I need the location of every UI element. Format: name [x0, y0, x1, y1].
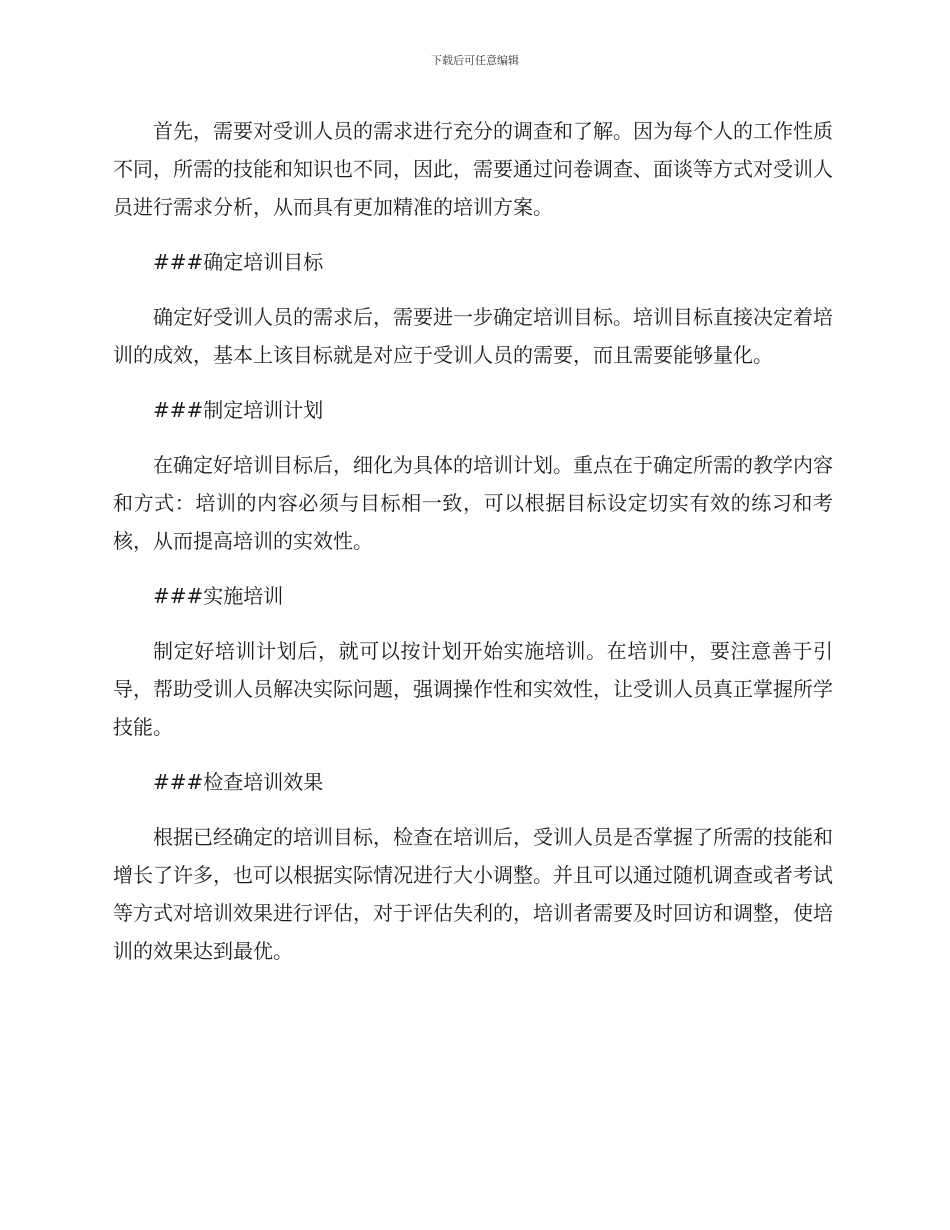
- heading-implement: ###实施培训: [153, 584, 284, 608]
- plan-paragraph: 在确定好培训目标后，细化为具体的培训计划。重点在于确定所需的教学内容和方式：培训的内容必须与目标相一致，可以根据目标设定切实有效的练习和考核，从而提高培训的实效性。: [113, 453, 833, 553]
- document-body: [113, 112, 833, 987]
- heading-make-plan: ###制定培训计划: [153, 398, 324, 422]
- heading-set-goals: ###确定培训目标: [153, 250, 324, 274]
- intro-paragraph: 首先，需要对受训人员的需求进行充分的调查和了解。因为每个人的工作性质不同，所需的技能和知识也不同，因此，需要通过问卷调查、面谈等方式对受训人员进行需求分析，从而具有更加精准的培训方案。: [113, 119, 833, 219]
- goals-paragraph: 确定好受训人员的需求后，需要进一步确定培训目标。培训目标直接决定着培训的成效，基本上该目标就是对应于受训人员的需要，而且需要能够量化。: [113, 305, 833, 367]
- implement-paragraph: 制定好培训计划后，就可以按计划开始实施培训。在培训中，要注意善于引导，帮助受训人员解决实际问题，强调操作性和实效性，让受训人员真正掌握所学技能。: [113, 639, 833, 739]
- check-paragraph: 根据已经确定的培训目标，检查在培训后，受训人员是否掌握了所需的技能和增长了许多，也可以根据实际情况进行大小调整。并且可以通过随机调查或者考试等方式对培训效果进行评估，对于评估失利的，培训者需要及时回访和调整，使培训的效果达到最优。: [113, 825, 833, 963]
- page-header: 下载后可任意编辑: [431, 54, 519, 67]
- heading-check-effect: ###检查培训效果: [153, 770, 324, 794]
